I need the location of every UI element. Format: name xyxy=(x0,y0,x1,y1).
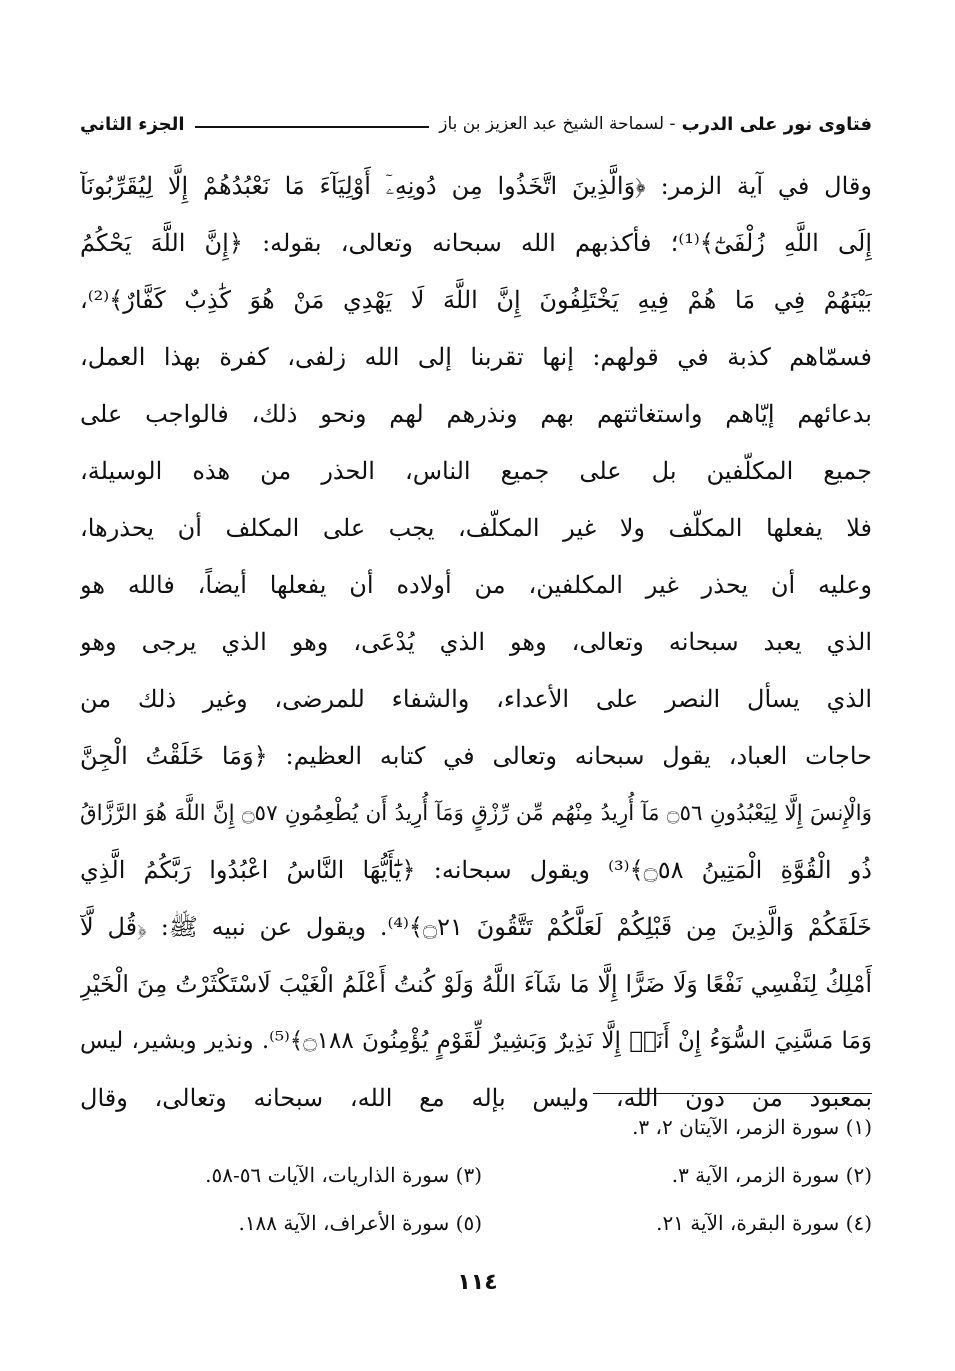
text-line: ذُو الْقُوَّةِ الْمَتِينُ ۝٥٨﴾⁽³⁾ ويقول سبحانه: ﴿يَٰٓأَيُّهَا النَّاسُ اعْبُدُوا رَبَّكُمُ الَّذِي xyxy=(80,856,872,884)
text-line: بدعائهم إيّاهم واستغاثتهم بهم ونذرهم لهم ونحو ذلك، فالواجب على xyxy=(80,400,872,428)
text-line: وعليه أن يحذر غير المكلفين، من أولاده أن يفعلها أيضاً، فالله هو xyxy=(80,571,872,599)
text-line: الذي يعبد سبحانه وتعالى، وهو الذي يُدْعَى، وهو الذي يرجى وهو xyxy=(80,628,872,656)
text-line: أَمْلِكُ لِنَفْسِي نَفْعًا وَلَا ضَرًّا إِلَّا مَا شَآءَ اللَّهُ وَلَوْ كُنتُ أَعْلَمُ الْغَيْبَ لَاسْتَكْثَرْتُ مِنَ الْخَيْرِ xyxy=(80,970,872,998)
book-title: فتاوى نور على الدرب xyxy=(681,113,872,135)
footnote-2: (٢) سورة الزمر، الآية ٣. xyxy=(671,1163,872,1187)
text-line: الذي يسأل النصر على الأعداء، والشفاء للمرضى، وغير ذلك من xyxy=(80,685,872,713)
footnote-3: (٣) سورة الذاريات، الآيات ٥٦-٥٨. xyxy=(205,1163,482,1187)
text-line: وَمَا مَسَّنِيَ السُّوٓءُ إِنْ أَنَا۠ إِلَّا نَذِيرٌ وَبَشِيرٌ لِّقَوْمٍ يُؤْمِنُونَ ۝١٨٨﴾⁽⁵⁾. ونذير وبشير، ليس xyxy=(80,1028,872,1054)
footnote-4: (٤) سورة البقرة، الآية ٢١. xyxy=(656,1211,872,1235)
text-line: جميع المكلّفين بل على جميع الناس، الحذر من هذه الوسيلة، xyxy=(80,457,872,485)
author-name: - لسماحة الشيخ عبد العزيز بن باز xyxy=(439,114,676,134)
text-line: إِلَى اللَّهِ زُلْفَىٰٓ﴾⁽¹⁾؛ فأكذبهم الله سبحانه وتعالى، بقوله: ﴿إِنَّ اللَّهَ يَحْكُمُ xyxy=(80,229,872,257)
footnote-row xyxy=(80,1151,872,1199)
footnote-row xyxy=(80,1103,872,1151)
page-number: ١١٤ xyxy=(457,1270,498,1295)
footnote-separator xyxy=(593,1093,872,1094)
running-header xyxy=(80,104,872,144)
volume-label: الجزء الثاني xyxy=(80,113,185,135)
footnote-1: (١) سورة الزمر، الآيتان ٢، ٣. xyxy=(632,1115,872,1139)
header-rule xyxy=(195,126,430,128)
text-line: فلا يفعلها المكلّف ولا غير المكلّف، يجب على المكلف أن يحذرها، xyxy=(80,514,872,542)
footnote-row xyxy=(80,1199,872,1247)
text-line: حاجات العباد، يقول سبحانه وتعالى في كتابه العظيم: ﴿وَمَا خَلَقْتُ الْجِنَّ xyxy=(80,742,872,770)
text-line: خَلَقَكُمْ وَالَّذِينَ مِن قَبْلِكُمْ لَعَلَّكُمْ تَتَّقُونَ ۝٢١﴾⁽⁴⁾. ويقول عن نبيه ﷺ: ﴿قُل لَّآ xyxy=(80,913,872,941)
text-line: فسمّاهم كذبة في قولهم: إنها تقربنا إلى الله زلفى، كفرة بهذا العمل، xyxy=(80,343,872,371)
body-text xyxy=(80,158,872,1127)
text-line: وَالْإِنسَ إِلَّا لِيَعْبُدُونِ ۝٥٦ مَآ أُرِيدُ مِنْهُم مِّن رِّزْقٍ وَمَآ أُرِيدُ أَن يُطْعِمُونِ ۝٥٧ إِنَّ اللَّهَ هُوَ الرَّزَّاقُ xyxy=(80,801,872,826)
footnotes xyxy=(80,1103,872,1247)
text-line: بَيْنَهُمْ فِي مَا هُمْ فِيهِ يَخْتَلِفُونَ إِنَّ اللَّهَ لَا يَهْدِي مَنْ هُوَ كَٰذِبٌ كَفَّارٌ﴾⁽²⁾، xyxy=(80,286,872,314)
text-line: بمعبود من دون الله، وليس بإله مع الله، سبحانه وتعالى، وقال xyxy=(80,1084,872,1112)
footnote-5: (٥) سورة الأعراف، الآية ١٨٨. xyxy=(238,1211,482,1235)
text-line: وقال في آية الزمر: ﴿وَالَّذِينَ اتَّخَذُوا مِن دُونِهِۦٓ أَوْلِيَآءَ مَا نَعْبُدُهُمْ إِلَّا لِيُقَرِّبُونَآ xyxy=(80,172,872,200)
